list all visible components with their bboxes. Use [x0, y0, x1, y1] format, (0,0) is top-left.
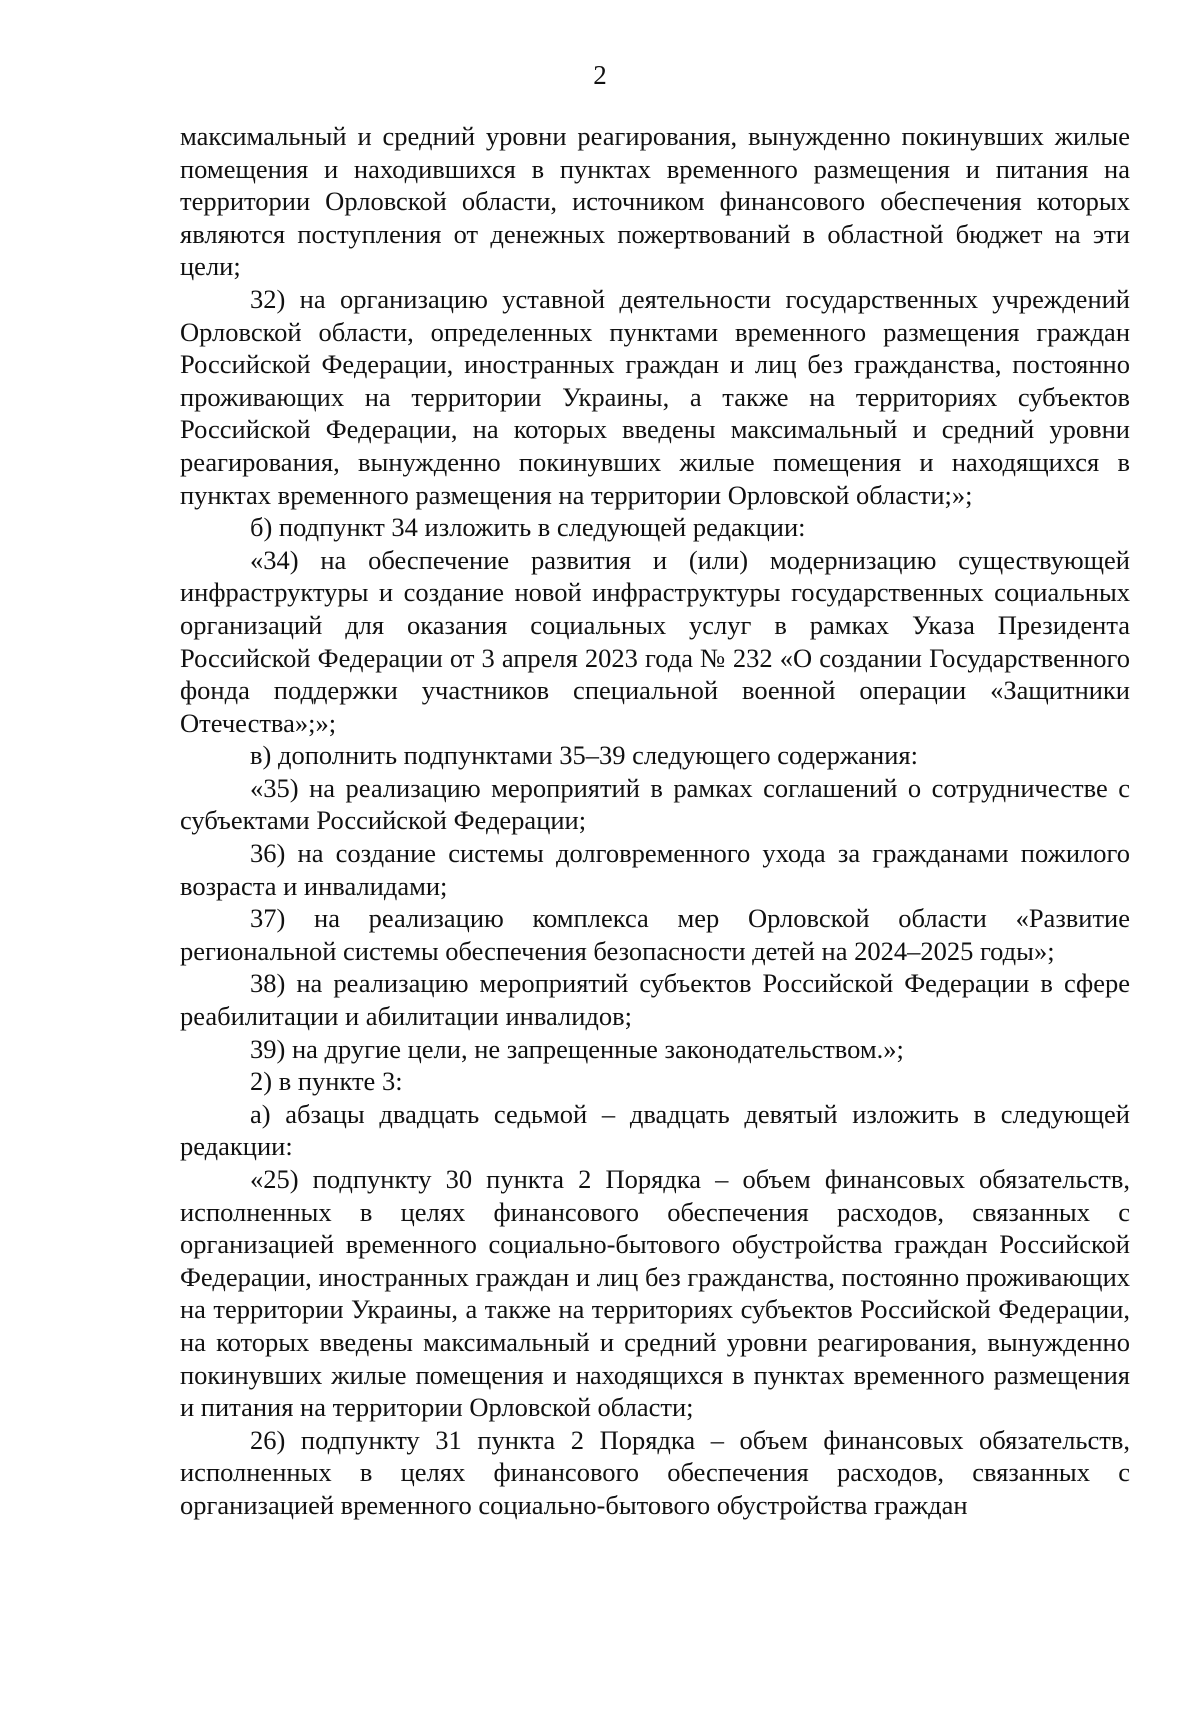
paragraph-item-38: 38) на реализацию мероприятий субъектов Российской Федерации в сфере реабилитации и абилитации инвалидов;: [180, 968, 1130, 1032]
paragraph-subitem-a: а) абзацы двадцать седьмой – двадцать девятый изложить в следующей редакции:: [180, 1098, 1130, 1162]
paragraph-continuation: максимальный и средний уровни реагирования, вынужденно покинувших жилые помещения и находившихся в пунктах временного размещения и питания на территории Орловской области, источником финансового обеспечения которых являются поступления от денежных пожертвований в областной бюджет на эти цели;: [180, 121, 1130, 282]
paragraph-item-35: «35) на реализацию мероприятий в рамках соглашений о сотрудничестве с субъектами Российской Федерации;: [180, 772, 1130, 836]
paragraph-subitem-v: в) дополнить подпунктами 35–39 следующего содержания:: [250, 740, 918, 771]
paragraph-item-39: 39) на другие цели, не запрещенные законодательством.»;: [250, 1033, 904, 1064]
page-number: 2: [593, 60, 607, 90]
paragraph-item-25: «25) подпункту 30 пункта 2 Порядка – объем финансовых обязательств, исполненных в целях финансового обеспечения расходов, связанных с организацией временного социально-бытового обустройства граждан Российской Федерации, иностранных граждан и лиц без гражданства, постоянно проживающих на территории Украины, а также на территориях субъектов Российской Федерации, на которых введены максимальный и средний уровни реагирования, вынужденно покинувших жилые помещения и находящихся в пунктах временного размещения и питания на территории Орловской области;: [180, 1164, 1130, 1423]
paragraph-point-2: 2) в пункте 3:: [250, 1066, 403, 1097]
paragraph-item-26: 26) подпункту 31 пункта 2 Порядка – объем финансовых обязательств, исполненных в целях финансового обеспечения расходов, связанных с организацией временного социально-бытового обустройства граждан: [180, 1424, 1130, 1520]
paragraph-item-37: 37) на реализацию комплекса мер Орловской области «Развитие региональной системы обеспечения безопасности детей на 2024–2025 годы»;: [180, 903, 1130, 966]
paragraph-item-32: 32) на организацию уставной деятельности государственных учреждений Орловской области, определенных пунктами временного размещения граждан Российской Федерации, иностранных граждан и лиц без гражданства, постоянно проживающих на территории Украины, а также на территориях субъектов Российской Федерации, на которых введены максимальный и средний уровни реагирования, вынужденно покинувших жилые помещения и находящихся в пунктах временного размещения на территории Орловской области;»;: [180, 283, 1130, 510]
paragraph-item-34: «34) на обеспечение развития и (или) модернизацию существующей инфраструктуры и создание новой инфраструктуры государственных социальных организаций для оказания социальных услуг в рамках Указа Президента Российской Федерации от 3 апреля 2023 года № 232 «О создании Государственного фонда поддержки участников специальной военной операции «Защитники Отечества»;»;: [180, 544, 1130, 738]
document-body: [180, 120, 1130, 1522]
paragraph-item-36: 36) на создание системы долговременного ухода за гражданами пожилого возраста и инвалидами;: [180, 838, 1130, 901]
paragraph-subitem-b: б) подпункт 34 изложить в следующей редакции:: [250, 512, 806, 543]
